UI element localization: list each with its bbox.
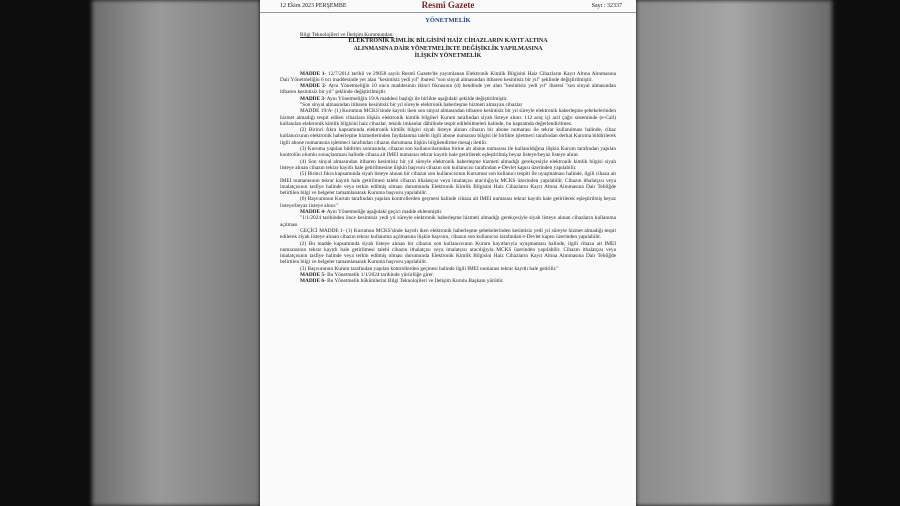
- article-number: MADDE 1-: [300, 70, 327, 77]
- article-paragraph: [280, 127, 616, 146]
- article-number: MADDE 5-: [300, 272, 326, 279]
- blurred-background-right: [636, 0, 832, 506]
- article-text: (3) Başvurunun Kurum tarafından yapılan kontrollerden geçmesi halinde ilgili IMEI numarası tekrar kayıtlı hale getirilir.": [300, 265, 559, 272]
- article-paragraph: [280, 171, 616, 196]
- article-text: "Son sinyal almasından itibaren kesintisiz bir yıl süreyle elektronik haberleşme hizmeti almayan cihazlar: [300, 102, 523, 108]
- gazette-page: [260, 0, 636, 506]
- article-text: GEÇİCİ MADDE 1- (1) Kurumun MCKS'sinde kayıtlı iken elektronik haberleşme şebekelerinden kesintisiz yedi yıl süreyle hizmet almadığı tespit edilerek siyah listeye alınan cihazın tekrar kullanıma açılmasına ilişkin başvuru, cihazın son kullanıcısı tarafından e-Devlet kapısı üzerinden yapılabilir.: [280, 227, 616, 241]
- article-paragraph: [280, 146, 616, 159]
- article-text: (2) Bu madde kapsamında siyah listeye alınan bir cihazın son kullanıcısının Kurum kayıtlarıyla uyuşmaması halinde, ilgili cihaza ait IMEI numarasının tekrar kayıtlı hale getirilmesi talebi cihazın ithalatçısı veya imalatçısı aracılığıyla MCKS üzerinden yapılabilir. Cihazın ithalatçısı veya imalatçısının tasfiye halinde veya terkin edilmiş olması durumunda Elektronik Kimlik Bilgisini Haiz Cihazların Kayıt Altına Alınmasına Dair Tebliğde belirtilen bilgi ve belgeler tamamlanarak Kuruma başvuru yapılabilir.: [280, 240, 616, 266]
- article-text: (6) Başvurunun Kurum tarafından yapılan kontrollerden geçmesi halinde cihaza ait IMEI numarası tekrar kayıtlı hale getirilerek eşleştirilmiş beyaz listeye/beyaz listeye alınır.": [280, 196, 616, 209]
- article-text: Bu Yönetmelik 1/1/2024 tarihinde yürürlüğe girer.: [325, 272, 434, 279]
- article-text: Aynı Yönetmeliğe aşağıdaki geçici madde eklenmiştir.: [325, 209, 443, 216]
- article-text: (2) Birinci fıkra kapsamında elektronik kimlik bilgisi siyah listeye alınan cihazın bir abone numarası ile tekrar kullanılması halinde, cihaz kullanıcısının elektronik haberleşme hizmetlerinden faydalanma talebi ilgili abone numarası bilgisi ile birlikte işletmeci tarafından derhal Kuruma bildirilerek ilgili abone numarasına işletmeci tarafından cihazın durumuna ilişkin bilgilendirme mesajı iletilir.: [280, 127, 616, 146]
- article-paragraph: [280, 278, 616, 284]
- article-paragraph: [280, 71, 616, 84]
- article-text: "1/1/2024 tarihinden önce kesintisiz yedi yıl süreyle elektronik haberleşme hizmeti almadığı gerekçesiyle siyah listeye alınan cihazların kullanıma açılması: [280, 215, 616, 228]
- section-heading: YÖNETMELİK: [425, 17, 471, 24]
- issue-date: 12 Ekim 2023 PERŞEMBE: [280, 3, 347, 9]
- article-text: Bu Yönetmelik hükümlerini Bilgi Teknolojileri ve İletişim Kurulu Başkanı yürütür.: [325, 278, 504, 285]
- article-number: MADDE 6-: [300, 278, 326, 285]
- issue-number: Sayı : 32337: [591, 3, 622, 9]
- article-paragraph: [280, 196, 616, 209]
- article-paragraph: [280, 159, 616, 172]
- title-line: ELEKTRONİK KİMLİK BİLGİSİNİ HAİZ CİHAZLARIN KAYIT ALTINA: [348, 38, 548, 45]
- article-paragraph: [280, 83, 616, 96]
- article-text: 12/7/2014 tarihli ve 29058 sayılı Resmî Gazete'de yayımlanan Elektronik Kimlik Bilgisini Haiz Cihazların Kayıt Altına Alınmasına Dair Yönetmeliğin 6 ncı maddesinde yer alan "kesintisiz yedi yıl" ibaresi "son sinyal almasından itibaren kesintisiz bir yıl" şeklinde değiştirilmiştir.: [280, 70, 616, 83]
- article-text: MADDE 19/A- (1) Kurumun MCKS'sinde kayıtlı iken son sinyal almasından itibaren kesintisiz bir yıl süreyle elektronik haberleşme şebekelerinden hizmet almadığı tespit edilen cihazlara ilişkin elektronik kimlik bilgileri Kurum tarafından siyah listeye alınır. 112 araç içi acil çağrı sisteminde (e-Call) kullanılan elektronik kimlik bilgisini haiz cihazlar, teknik imkanlar dâhilinde tespit edilebilmeleri halinde, bu kapsamda değerlendirilmez.: [280, 108, 616, 127]
- gazette-header: [260, 0, 636, 13]
- article-paragraph: [280, 215, 616, 228]
- article-number: MADDE 2-: [300, 83, 327, 90]
- article-paragraph: [280, 241, 616, 266]
- title-line: ALINMASINA DAİR YÖNETMELİKTE DEĞİŞİKLİK YAPILMASINA: [353, 45, 543, 52]
- article-paragraph: [280, 228, 616, 241]
- gazette-title: Resmî Gazete: [421, 0, 475, 10]
- issuing-institution: Bilgi Teknolojileri ve İletişim Kurumundan:: [300, 32, 394, 38]
- article-number: MADDE 3-: [300, 95, 326, 102]
- article-number: MADDE 4-: [300, 209, 326, 216]
- blurred-background-left: [92, 0, 260, 506]
- article-text: Aynı Yönetmeliğin 19/A maddesi başlığı ile birlikte aşağıdaki şekilde değiştirilmiştir.: [325, 95, 508, 102]
- article-list: [280, 71, 616, 285]
- article-text: (3) Kuruma yapılan bildirim sonrasında; cihazın son kullanıcılarından birine ait abone numarası ile kullanıldığına ilişkin Kurum tarafından yapılan kontrolün olumlu sonuçlanması halinde cihaza ait IMEI numarası tekrar kayıtlı hale getirilerek eşleştirilmiş beyaz listeye/beyaz listeye alınır.: [280, 146, 616, 159]
- regulation-body: [260, 32, 636, 285]
- article-text: (5) Birinci fıkra kapsamında siyah listeye alınan bir cihazın son kullanıcısının Kurumun son kullanıcı tespiti ile uyuşmaması halinde, ilgili cihaza ait IMEI numarasının tekrar kayıtlı hale getirilmesi talebi cihazın ithalatçısı veya imalatçısı aracılığıyla MCKS üzerinden yapılabilir. Cihazın ithalatçısı veya imalatçısının tasfiye halinde veya terkin edilmiş olması durumunda Elektronik Kimlik Bilgisini Haiz Cihazların Kayıt Altına Alınmasına Dair Tebliğde belirtilen bilgi ve belgeler tamamlanarak Kuruma başvuru yapılabilir.: [280, 171, 616, 197]
- article-text: Aynı Yönetmeliğin 10 uncu maddesinin ikinci fıkrasının (d) bendinde yer alan "kesintisiz yedi yıl" ibaresi "son sinyal almasından itibaren kesintisiz bir yıl" şeklinde değiştirilmiştir.: [280, 83, 616, 96]
- title-line: İLİŞKİN YÖNETMELİK: [414, 53, 482, 60]
- regulation-title: [280, 38, 616, 60]
- article-text: (4) Son sinyal almasından itibaren kesintisiz bir yıl süreyle elektronik haberleşme hizmeti almadığı gerekçesiyle elektronik kimlik bilgisi siyah listeye alınan cihazın tekrar kayıtlı hale getirilmesine ilişkin başvuru cihazın son kullanıcısı tarafından e-Devlet kapısı üzerinden yapılabilir.: [280, 158, 616, 171]
- article-paragraph: [280, 108, 616, 127]
